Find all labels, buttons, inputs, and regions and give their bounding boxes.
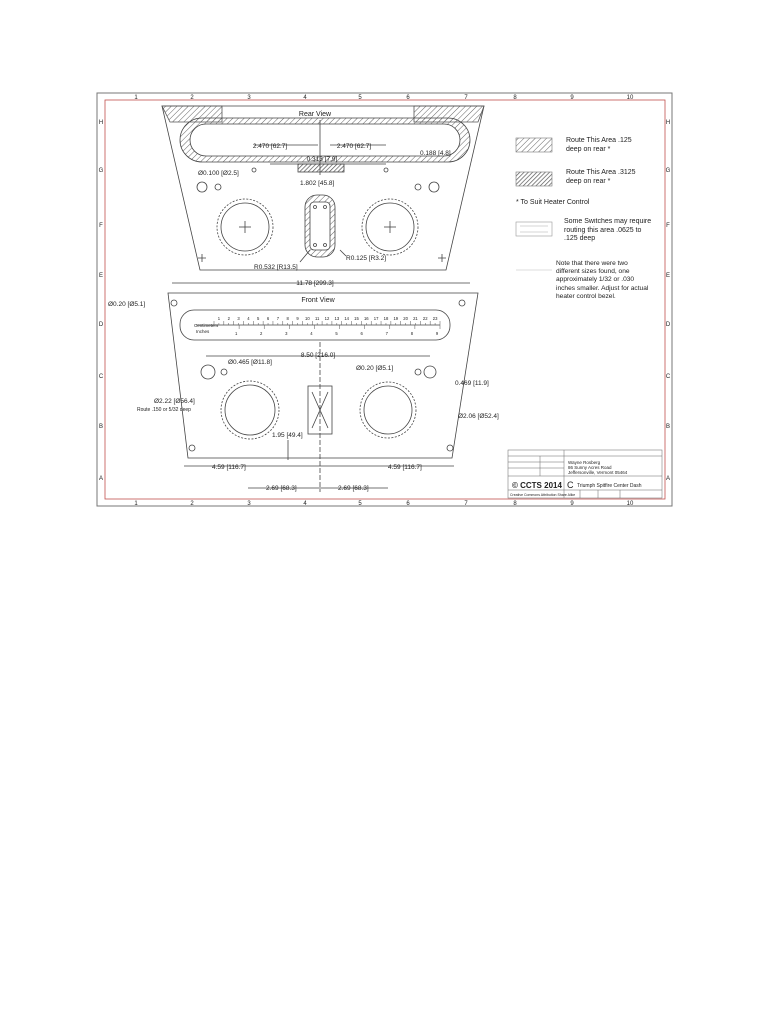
dim-right-offset: 0.469 [11.9] (455, 380, 489, 387)
dim-right-gauge: Ø2.06 [Ø52.4] (458, 413, 499, 420)
dim-rear-small: 0.188 [4.8] (420, 150, 451, 157)
grid-row: B (98, 424, 104, 430)
ruler-number: 15 (354, 316, 359, 321)
grid-row: H (665, 120, 671, 126)
grid-col: 6 (406, 501, 410, 507)
grid-col: 3 (247, 95, 251, 101)
grid-col: 2 (190, 95, 194, 101)
grid-col: 8 (513, 501, 517, 507)
grid-row: D (98, 322, 104, 328)
dim-rear-radius-large: R0.532 [R13.5] (254, 264, 298, 271)
grid-col: 9 (570, 501, 574, 507)
grid-row: D (665, 322, 671, 328)
grid-row: A (98, 476, 104, 482)
dim-left-hole: Ø0.465 [Ø11.8] (228, 359, 272, 366)
ruler-inch-number: 6 (360, 331, 363, 336)
copyright-mark: © CCTS 2014 (512, 481, 562, 490)
grid-row: B (665, 424, 671, 430)
rear-view-title: Rear View (298, 111, 332, 118)
grid-row: F (99, 223, 103, 229)
dim-left-gauge: Ø2.22 [Ø56.4] (154, 398, 195, 405)
ruler-number: 17 (373, 316, 379, 321)
ruler-number: 20 (403, 316, 408, 321)
ruler-number: 14 (344, 316, 349, 321)
grid-col: 1 (134, 501, 138, 507)
ruler-number: 16 (363, 316, 369, 321)
ruler-number: 21 (413, 316, 418, 321)
front-view-title: Front View (301, 297, 335, 304)
author-address2: Jeffersonville, Vermont 05464 (568, 470, 628, 475)
dim-corner-hole: Ø0.20 [Ø5.1] (108, 301, 146, 308)
dim-height: 1.95 [49.4] (272, 432, 303, 439)
dim-inner-right: 2.69 [68.3] (338, 485, 369, 492)
legend-swatch-switches (516, 222, 552, 236)
grid-col: 3 (247, 501, 251, 507)
grid-col: 4 (303, 95, 307, 101)
grid-row: F (666, 223, 670, 229)
grid-col: 8 (513, 95, 517, 101)
grid-col: 6 (406, 95, 410, 101)
grid-row: A (665, 476, 671, 482)
ruler-number: 5 (257, 316, 260, 321)
dim-right-offset-bottom: 4.59 [116.7] (388, 464, 422, 471)
dim-rear-right: 2.470 [62.7] (336, 143, 372, 150)
ruler-number: 19 (393, 316, 399, 321)
ruler-inch-number: 2 (260, 331, 263, 336)
legend-swatch-3125 (516, 172, 552, 186)
grid-row: G (98, 168, 104, 174)
dim-rear-radius-small: R0.125 [R3.2] (346, 255, 387, 262)
dim-inner-left: 2.69 [68.3] (266, 485, 297, 492)
grid-col: 4 (303, 501, 307, 507)
ruler-inch-number: 9 (435, 331, 439, 336)
ruler-inch-number: 1 (234, 331, 238, 336)
grid-row: C (665, 374, 671, 380)
dim-rear-center: 0.313 [7.9] (306, 156, 338, 163)
ruler-number: 6 (266, 316, 270, 321)
ruler-number: 10 (305, 316, 310, 321)
ruler-inch-number: 7 (385, 331, 388, 336)
grid-row: E (665, 273, 671, 279)
dim-hole-spacing: 8.50 [216.0] (300, 352, 336, 359)
ruler-inch-number: 3 (285, 331, 288, 336)
grid-col: 10 (626, 501, 634, 507)
grid-row: G (665, 168, 671, 174)
grid-col: 10 (626, 95, 634, 101)
dim-left-gauge-note: Route .150 or 5/32 deep (137, 407, 191, 413)
grid-col: 5 (358, 501, 362, 507)
ruler-inch-number: 4 (310, 331, 313, 336)
dim-rear-slot: 1.802 [45.8] (300, 180, 335, 187)
grid-col: 2 (190, 501, 194, 507)
ruler-number: 3 (237, 316, 240, 321)
legend-heater-note: * To Suit Heater Control (516, 199, 590, 206)
legend-text-3125: Route This Area .3125 deep on rear * (566, 169, 636, 185)
ruler-number: 23 (432, 316, 438, 321)
legend-text-125: Route This Area .125 deep on rear * (566, 137, 632, 153)
ruler-number: 2 (227, 316, 230, 321)
grid-col: 5 (358, 95, 362, 101)
ruler-number: 12 (324, 316, 330, 321)
grid-row: E (98, 273, 104, 279)
ruler-number: 9 (296, 316, 299, 321)
rear-view (162, 106, 484, 270)
ruler-number: 13 (334, 316, 340, 321)
legend-swatch-125 (516, 138, 552, 152)
ruler-number: 18 (383, 316, 389, 321)
legend-switches-note: Some Switches may require routing this area .0625 to .125 deep (564, 218, 652, 242)
ruler-number: 8 (286, 316, 289, 321)
dim-rear-hole: Ø0.100 [Ø2.5] (198, 170, 239, 177)
ruler-number: 22 (422, 316, 428, 321)
author-address1: 86 Sunny Acres Road (568, 465, 612, 470)
legend-bezel-note: Note that there were two different sizes found, one approximately 1/32 or .030 inches smaller. Adjust for actual heater control bezel. (556, 260, 649, 300)
drawing-title: Triumph Spitfire Center Dash (577, 483, 642, 489)
ruler-in-label: Inches (196, 329, 210, 334)
license-note: Creative Commons Attribution Share Alike (510, 493, 576, 497)
ruler-number: 11 (314, 316, 320, 321)
ruler-inch-number: 8 (410, 331, 414, 336)
grid-col: 1 (134, 95, 138, 101)
grid-row: C (98, 374, 104, 380)
dim-left-offset: 4.59 [116.7] (212, 464, 246, 471)
drawing-size: C (567, 480, 574, 490)
dim-overall-width: 11.78 [299.3] (296, 280, 334, 287)
grid-row: H (98, 120, 104, 126)
ruler-cm-label: Centimeters (194, 323, 219, 328)
dim-rear-left: 2.470 [62.7] (252, 143, 288, 150)
ruler-number: 1 (217, 316, 221, 321)
ruler-inch-number: 5 (335, 331, 338, 336)
ruler-number: 7 (276, 316, 280, 321)
grid-col: 7 (464, 501, 468, 507)
dim-right-hole: Ø0.20 [Ø5.1] (356, 365, 394, 372)
author-name: Wayne Rosberg (568, 460, 601, 465)
grid-col: 7 (464, 95, 468, 101)
grid-col: 9 (570, 95, 574, 101)
ruler-number: 4 (247, 316, 250, 321)
